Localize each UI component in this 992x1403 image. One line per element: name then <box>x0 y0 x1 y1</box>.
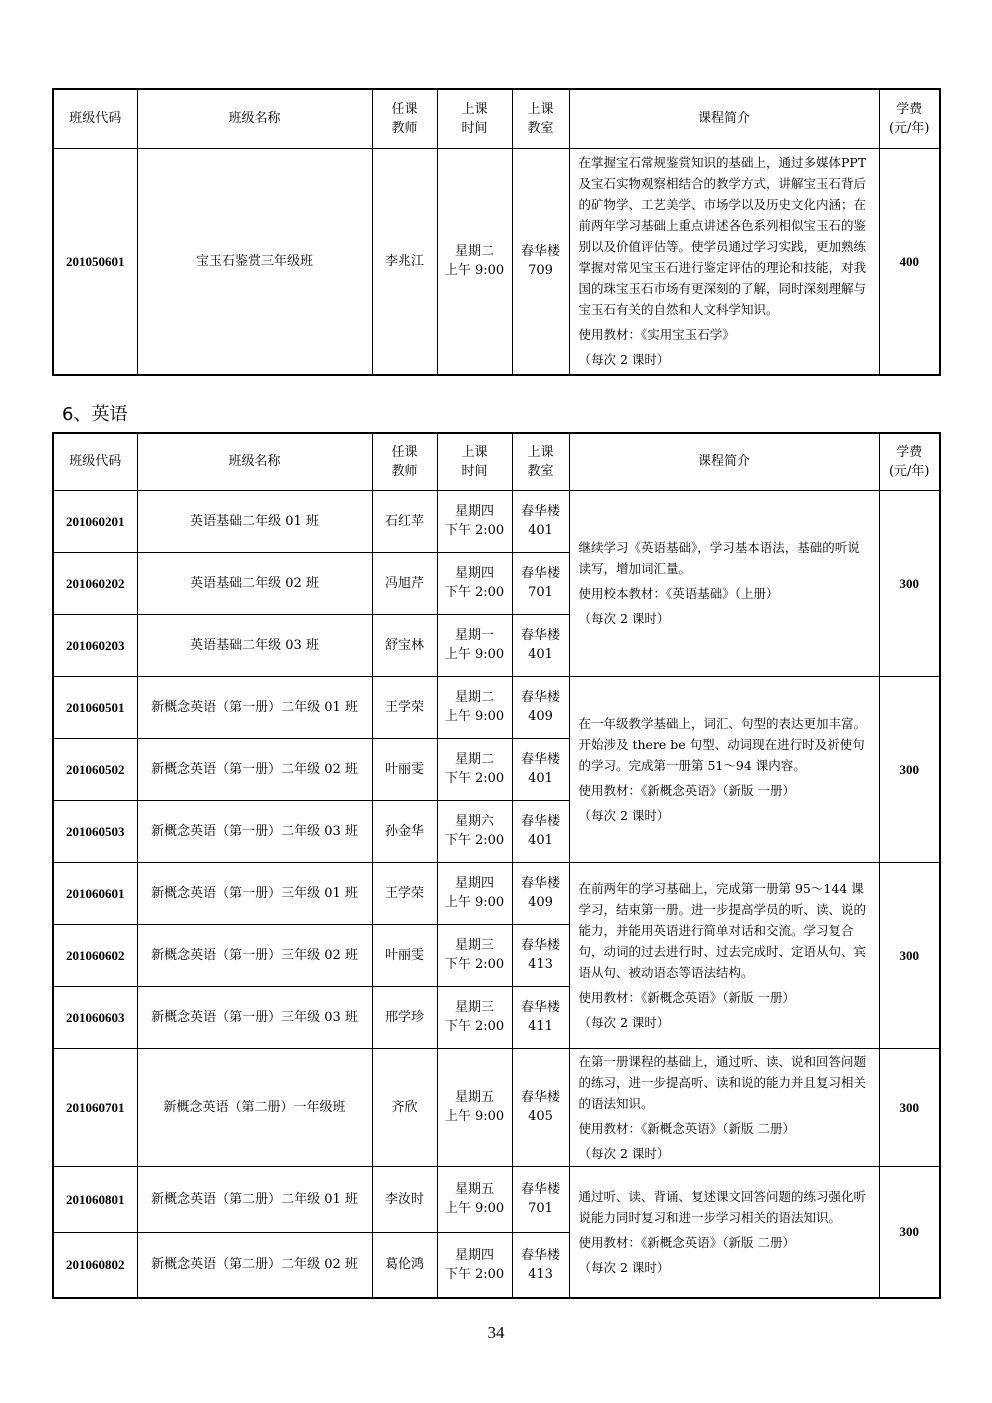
classroom: 春华楼 413 <box>512 924 569 986</box>
class-time: 星期五 上午 9:00 <box>437 1048 512 1166</box>
header-fee: 学费 (元/年) <box>879 89 940 148</box>
page-number: 34 <box>487 1323 505 1342</box>
tuition-fee: 300 <box>879 1048 940 1166</box>
course-intro: 通过听、读、背诵、复述课文回答问题的练习强化听说能力同时复习和进一步学习相关的语法知识。 使用教材：《新概念英语》（新版 二册） （每次 2 课时） <box>569 1166 879 1298</box>
classroom: 春华楼 409 <box>512 862 569 924</box>
class-code: 201060202 <box>53 552 137 614</box>
class-name: 新概念英语（第二册）二年级 02 班 <box>137 1232 372 1298</box>
header-room: 上课 教室 <box>512 433 569 490</box>
class-time: 星期四 下午 2:00 <box>437 1232 512 1298</box>
class-name: 新概念英语（第一册）二年级 03 班 <box>137 800 372 862</box>
section-title: 6、英语 <box>62 404 128 425</box>
class-code: 201050601 <box>53 148 137 375</box>
course-intro: 在前两年的学习基础上，完成第一册第 95～144 课学习，结束第一册。进一步提高学员的听、读、说的能力，并能用英语进行简单对话和交流。学习复合句，动词的过去进行时、过去完成时、定语从句、宾语从句、被动语态等语法结构。 使用教材：《新概念英语》（新版 一册） （每次 2 课时） <box>569 862 879 1048</box>
header-intro: 课程简介 <box>569 433 879 490</box>
table-row <box>53 148 940 375</box>
table-row <box>53 1166 940 1232</box>
class-code: 201060701 <box>53 1048 137 1166</box>
class-name: 新概念英语（第一册）二年级 02 班 <box>137 738 372 800</box>
teacher: 葛伦鸿 <box>372 1232 437 1298</box>
class-time: 星期二 下午 2:00 <box>437 738 512 800</box>
header-intro: 课程简介 <box>569 89 879 148</box>
teacher: 齐欣 <box>372 1048 437 1166</box>
teacher: 李兆江 <box>372 148 437 375</box>
header-code: 班级代码 <box>53 433 137 490</box>
table-row <box>53 676 940 738</box>
class-name: 新概念英语（第二册）二年级 01 班 <box>137 1166 372 1232</box>
teacher: 邢学珍 <box>372 986 437 1048</box>
header-name: 班级名称 <box>137 433 372 490</box>
table-row <box>53 1048 940 1166</box>
class-code: 201060801 <box>53 1166 137 1232</box>
class-name: 新概念英语（第一册）二年级 01 班 <box>137 676 372 738</box>
course-intro: 在掌握宝石常规鉴赏知识的基础上，通过多媒体PPT及宝石实物观察相结合的教学方式，讲解宝玉石背后的矿物学、工艺美学、市场学以及历史文化内涵；在前两年学习基础上重点讲述各色系列相似宝玉石的鉴别以及价值评估等。使学员通过学习实践，更加熟练掌握对常见宝玉石进行鉴定评估的理论和技能，对我国的珠宝玉石市场有更深刻的了解，同时深刻理解与宝玉石有关的自然和人文科学知识。 使用教材：《实用宝玉石学》 （每次 2 课时） <box>569 148 879 375</box>
class-time: 星期三 下午 2:00 <box>437 924 512 986</box>
classroom: 春华楼 401 <box>512 738 569 800</box>
table-row <box>53 862 940 924</box>
course-intro: 在第一册课程的基础上，通过听、读、说和回答问题的练习，进一步提高听、读和说的能力并且复习相关的语法知识。 使用教材：《新概念英语》（新版 二册） （每次 2 课时） <box>569 1048 879 1166</box>
teacher: 舒宝林 <box>372 614 437 676</box>
header-room: 上课 教室 <box>512 89 569 148</box>
classroom: 春华楼 701 <box>512 552 569 614</box>
course-intro: 在一年级教学基础上，词汇、句型的表达更加丰富。开始涉及 there be 句型、动词现在进行时及祈使句的学习。完成第一册第 51～94 课内容。 使用教材：《新概念英语》（新版 一册） （每次 2 课时） <box>569 676 879 862</box>
course-intro: 继续学习《英语基础》，学习基本语法，基础的听说读写，增加词汇量。 使用校本教材：《英语基础》（上册） （每次 2 课时） <box>569 490 879 676</box>
class-time: 星期三 下午 2:00 <box>437 986 512 1048</box>
teacher: 孙金华 <box>372 800 437 862</box>
class-name: 英语基础二年级 01 班 <box>137 490 372 552</box>
tuition-fee: 300 <box>879 1166 940 1298</box>
course-table-english <box>52 432 941 1299</box>
classroom: 春华楼 409 <box>512 676 569 738</box>
table-header-row <box>53 89 940 148</box>
class-code: 201060503 <box>53 800 137 862</box>
header-teacher: 任课 教师 <box>372 433 437 490</box>
class-time: 星期二 上午 9:00 <box>437 148 512 375</box>
tuition-fee: 300 <box>879 862 940 1048</box>
class-code: 201060602 <box>53 924 137 986</box>
class-code: 201060603 <box>53 986 137 1048</box>
class-name: 英语基础二年级 03 班 <box>137 614 372 676</box>
teacher: 叶丽雯 <box>372 924 437 986</box>
class-time: 星期四 下午 2:00 <box>437 552 512 614</box>
table-header-row <box>53 433 940 490</box>
teacher: 王学荣 <box>372 862 437 924</box>
class-time: 星期二 上午 9:00 <box>437 676 512 738</box>
class-time: 星期五 上午 9:00 <box>437 1166 512 1232</box>
header-time: 上课 时间 <box>437 89 512 148</box>
class-code: 201060802 <box>53 1232 137 1298</box>
class-code: 201060201 <box>53 490 137 552</box>
classroom: 春华楼 411 <box>512 986 569 1048</box>
class-name: 新概念英语（第二册）一年级班 <box>137 1048 372 1166</box>
teacher: 冯旭芹 <box>372 552 437 614</box>
classroom: 春华楼 709 <box>512 148 569 375</box>
tuition-fee: 400 <box>879 148 940 375</box>
teacher: 叶丽雯 <box>372 738 437 800</box>
class-name: 新概念英语（第一册）三年级 01 班 <box>137 862 372 924</box>
teacher: 李汝时 <box>372 1166 437 1232</box>
class-name: 宝玉石鉴赏三年级班 <box>137 148 372 375</box>
class-code: 201060502 <box>53 738 137 800</box>
class-code: 201060203 <box>53 614 137 676</box>
class-time: 星期六 下午 2:00 <box>437 800 512 862</box>
class-name: 新概念英语（第一册）三年级 02 班 <box>137 924 372 986</box>
class-name: 新概念英语（第一册）三年级 03 班 <box>137 986 372 1048</box>
classroom: 春华楼 401 <box>512 614 569 676</box>
course-table-gem <box>52 88 941 376</box>
classroom: 春华楼 701 <box>512 1166 569 1232</box>
classroom: 春华楼 413 <box>512 1232 569 1298</box>
header-fee: 学费 (元/年) <box>879 433 940 490</box>
classroom: 春华楼 401 <box>512 800 569 862</box>
table-row <box>53 490 940 552</box>
class-time: 星期四 上午 9:00 <box>437 862 512 924</box>
header-name: 班级名称 <box>137 89 372 148</box>
class-time: 星期四 下午 2:00 <box>437 490 512 552</box>
class-time: 星期一 上午 9:00 <box>437 614 512 676</box>
class-name: 英语基础二年级 02 班 <box>137 552 372 614</box>
class-code: 201060601 <box>53 862 137 924</box>
teacher: 石红苹 <box>372 490 437 552</box>
classroom: 春华楼 405 <box>512 1048 569 1166</box>
class-code: 201060501 <box>53 676 137 738</box>
teacher: 王学荣 <box>372 676 437 738</box>
tuition-fee: 300 <box>879 676 940 862</box>
header-time: 上课 时间 <box>437 433 512 490</box>
header-code: 班级代码 <box>53 89 137 148</box>
classroom: 春华楼 401 <box>512 490 569 552</box>
header-teacher: 任课 教师 <box>372 89 437 148</box>
tuition-fee: 300 <box>879 490 940 676</box>
